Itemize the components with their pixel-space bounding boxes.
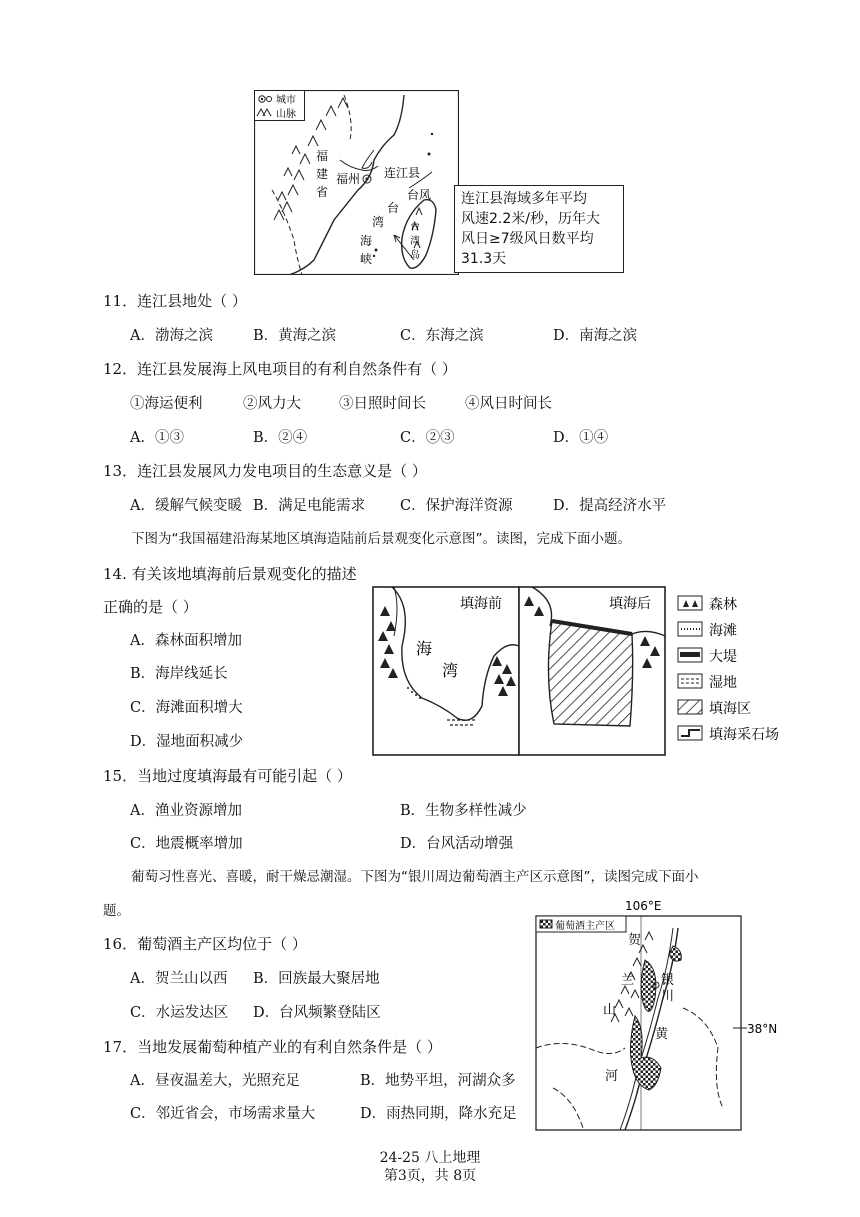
label-fuzhou: 福州	[336, 172, 361, 186]
q15-option-b[interactable]: B．生物多样性减少	[400, 803, 527, 819]
bay-label-1: 海	[416, 639, 433, 658]
q17-stem: 17．当地发展葡萄种植产业的有利自然条件是（ ）	[103, 1038, 442, 1056]
q12-option-a[interactable]: A．①③	[130, 430, 184, 446]
q16-option-d[interactable]: D．台风频繁登陆区	[253, 1005, 381, 1021]
legend-forest: 森林	[709, 597, 737, 613]
q14-stem-line1: 14. 有关该地填海前后景观变化的描述	[103, 565, 357, 583]
label-strait-4: 峡	[360, 252, 373, 266]
reclaim-legend-icon	[678, 700, 702, 714]
legend-city-label: 城市	[276, 95, 296, 106]
q15-option-d[interactable]: D．台风活动增强	[400, 836, 514, 852]
q12-item-3: ③日照时间长	[339, 396, 426, 412]
label-helan-1: 贺	[628, 933, 642, 948]
reclamation-legend	[678, 596, 779, 743]
label-lianjiang: 连江县	[384, 166, 421, 180]
label-yellow-1: 黄	[655, 1027, 669, 1042]
q11-option-a[interactable]: A．渤海之滨	[130, 328, 213, 344]
q12-option-d[interactable]: D．①④	[553, 430, 609, 446]
q14-stem-line2: 正确的是（ ）	[103, 598, 198, 616]
label-strait-2: 湾	[372, 215, 385, 229]
yinchuan-wine-map	[533, 898, 825, 1134]
q12-option-b[interactable]: B．②④	[253, 430, 308, 446]
q14-option-b[interactable]: B．海岸线延长	[130, 666, 228, 682]
label-strait-1: 台	[387, 201, 400, 215]
legend-quarry: 填海采石场	[709, 727, 779, 743]
legend-mountain-label: 山脉	[276, 109, 296, 120]
q16-option-b[interactable]: B．回族最大聚居地	[253, 971, 380, 987]
lianjiang-location-map	[254, 90, 459, 275]
info-line-1: 连江县海域多年平均	[461, 191, 587, 207]
q14-option-d[interactable]: D．湿地面积减少	[130, 734, 244, 750]
intro-q14: 下图为“我国福建沿海某地区填海造陆前后景观变化示意图”。读图，完成下面小题。	[131, 531, 631, 547]
label-yinchuan-2: 川	[661, 989, 675, 1004]
q11-option-d[interactable]: D．南海之滨	[553, 328, 638, 344]
q14-option-c[interactable]: C．海滩面积增大	[130, 700, 243, 716]
label-taiwan-2: 湾	[410, 236, 420, 247]
reclamation-map	[372, 586, 802, 758]
legend-wetland: 湿地	[709, 675, 737, 691]
info-line-2: 风速2.2米/秒，历年大	[461, 211, 600, 227]
q13-option-c[interactable]: C．保护海洋资源	[400, 498, 513, 514]
label-taiwan-1: 台	[410, 222, 420, 233]
label-helan-3: 山	[603, 1003, 617, 1018]
legend-beach: 海滩	[709, 623, 737, 639]
q15-option-a[interactable]: A．渔业资源增加	[130, 803, 242, 819]
q12-item-2: ②风力大	[243, 396, 301, 412]
footer-course: 24-25 八上地理	[379, 1150, 481, 1166]
q14-option-a[interactable]: A．森林面积增加	[130, 633, 242, 649]
footer-page-number: 第3页，共 8页	[383, 1168, 477, 1184]
legend-reclaim-area: 填海区	[709, 701, 751, 717]
q11-stem: 11．连江县地处（ ）	[103, 292, 247, 310]
dike-legend-icon	[680, 652, 700, 657]
label-taiwan-3: 岛	[410, 250, 420, 261]
label-yinchuan-1: 银	[661, 973, 675, 988]
label-typhoon: 台风	[407, 188, 432, 202]
label-fujian-2: 建	[316, 167, 329, 181]
q13-option-a[interactable]: A．缓解气候变暖	[130, 498, 242, 514]
label-yellow-2: 河	[605, 1069, 619, 1084]
q15-stem: 15．当地过度填海最有可能引起（ ）	[103, 767, 352, 785]
wind-info-box	[454, 185, 624, 273]
q11-option-b[interactable]: B．黄海之滨	[253, 328, 337, 344]
reclaimed-area	[548, 621, 632, 726]
q12-option-c[interactable]: C．②③	[400, 430, 455, 446]
intro-q16-line1: 葡萄习性喜光、喜暖，耐干燥忌潮湿。下图为“银川周边葡萄酒主产区示意图”，读图完成下面小	[131, 869, 699, 885]
q17-option-b[interactable]: B．地势平坦，河湖众多	[360, 1073, 516, 1089]
label-fujian-3: 省	[316, 185, 329, 199]
label-fujian-1: 福	[316, 149, 329, 163]
q12-stem: 12．连江县发展海上风电项目的有利自然条件有（ ）	[103, 360, 457, 378]
info-line-4: 31.3天	[461, 251, 507, 267]
wine-region-legend-icon	[540, 920, 552, 928]
q17-option-a[interactable]: A．昼夜温差大，光照充足	[130, 1073, 300, 1089]
q12-item-4: ④风日时间长	[465, 396, 552, 412]
q16-option-c[interactable]: C．水运发达区	[130, 1005, 229, 1021]
latitude-label: 38°N	[747, 1022, 778, 1036]
after-title: 填海后	[609, 596, 651, 612]
q13-option-b[interactable]: B．满足电能需求	[253, 498, 366, 514]
legend-dike: 大堤	[709, 649, 737, 665]
q12-item-1: ①海运便利	[130, 396, 203, 412]
q15-option-c[interactable]: C．地震概率增加	[130, 836, 243, 852]
q17-option-d[interactable]: D．雨热同期，降水充足	[360, 1106, 517, 1122]
longitude-label: 106°E	[625, 899, 662, 913]
q16-option-a[interactable]: A．贺兰山以西	[130, 971, 228, 987]
label-helan-2: 兰	[621, 973, 635, 988]
info-line-3: 风日≥7级风日数平均	[461, 231, 594, 247]
q13-stem: 13．连江县发展风力发电项目的生态意义是（ ）	[103, 462, 427, 480]
legend-wine-region: 葡萄酒主产区	[555, 921, 615, 932]
q16-stem: 16．葡萄酒主产区均位于（ ）	[103, 935, 307, 953]
before-title: 填海前	[460, 596, 502, 612]
intro-q16-line2: 题。	[103, 903, 130, 919]
q17-option-c[interactable]: C．邻近省会，市场需求量大	[130, 1106, 316, 1122]
bay-label-2: 湾	[442, 661, 459, 680]
q13-option-d[interactable]: D．提高经济水平	[553, 498, 667, 514]
q11-option-c[interactable]: C．东海之滨	[400, 328, 484, 344]
label-strait-3: 海	[360, 234, 373, 248]
